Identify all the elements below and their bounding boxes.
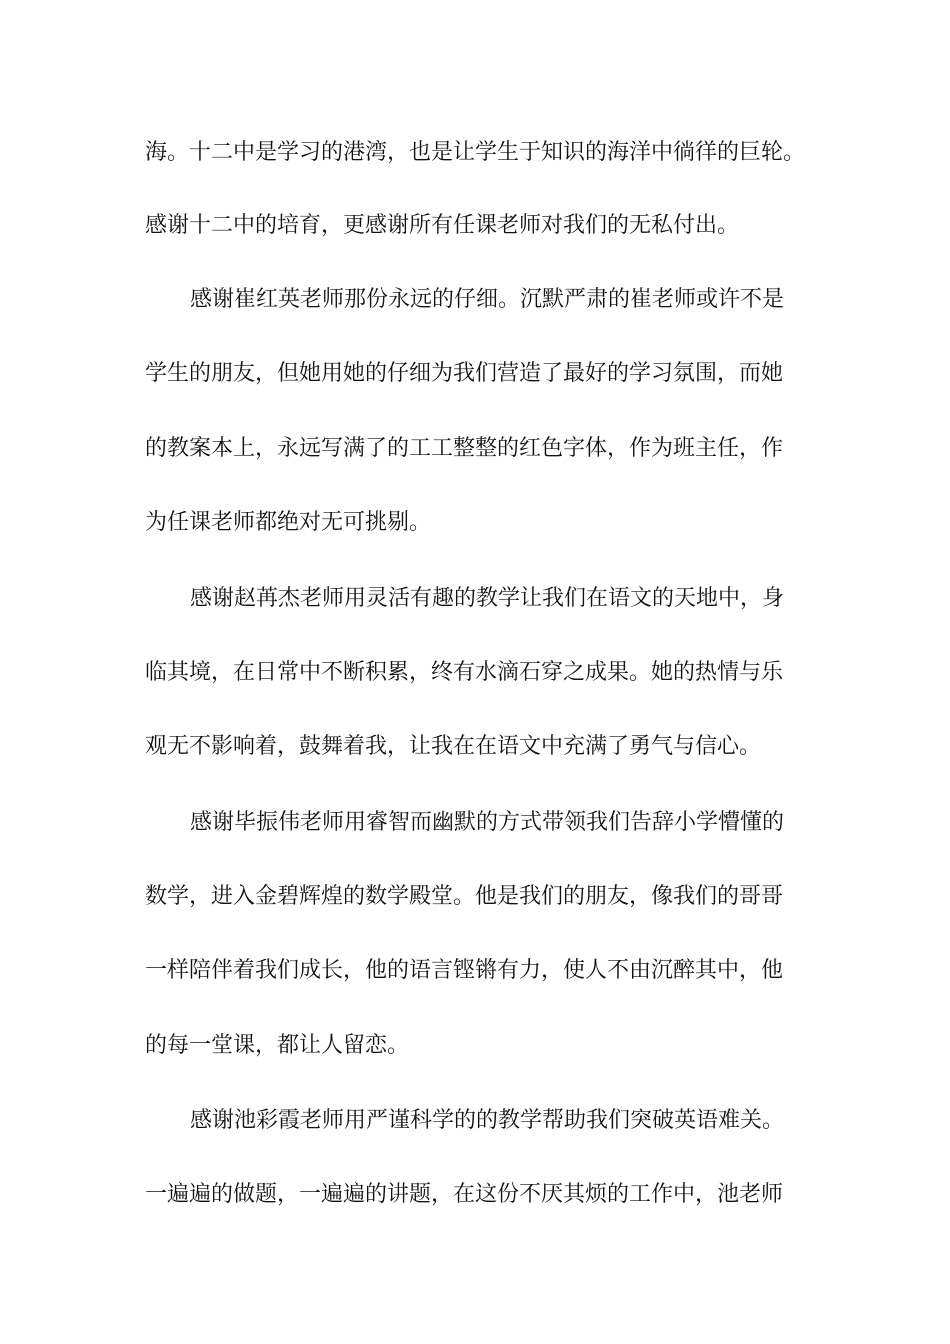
paragraph-start-line-14: 感谢池彩霞老师用严谨科学的的教学帮助我们突破英语难关。 [190,1108,785,1133]
text-line-1: 海。十二中是学习的港湾，也是让学生于知识的海洋中徜徉的巨轮。 [145,140,806,165]
text-line-8: 临其境，在日常中不断积累，终有水滴石穿之成果。她的热情与乐 [145,660,784,685]
text-line-11: 数学，进入金碧辉煌的数学殿堂。他是我们的朋友，像我们的哥哥 [145,884,784,909]
paragraph-start-line-3: 感谢崔红英老师那份永远的仔细。沉默严肃的崔老师或许不是 [190,287,785,312]
text-line-6: 为任课老师都绝对无可挑剔。 [145,510,432,535]
text-line-15: 一遍遍的做题，一遍遍的讲题，在这份不厌其烦的工作中，池老师 [145,1182,784,1207]
text-line-4: 学生的朋友，但她用她的仔细为我们营造了最好的学习氛围，而她 [145,361,784,386]
text-line-5: 的教案本上，永远写满了的工工整整的红色字体，作为班主任，作 [145,436,784,461]
text-line-13: 的每一堂课，都让人留恋。 [145,1033,410,1058]
text-line-9: 观无不影响着，鼓舞着我，让我在在语文中充满了勇气与信心。 [145,734,762,759]
paragraph-start-line-10: 感谢毕振伟老师用睿智而幽默的方式带领我们告辞小学懵懂的 [190,810,785,835]
text-line-12: 一样陪伴着我们成长，他的语言铿锵有力，使人不由沉醉其中，他 [145,958,784,983]
paragraph-start-line-7: 感谢赵苒杰老师用灵活有趣的教学让我们在语文的天地中，身 [190,586,785,611]
text-line-2: 感谢十二中的培育，更感谢所有任课老师对我们的无私付出。 [145,213,740,238]
